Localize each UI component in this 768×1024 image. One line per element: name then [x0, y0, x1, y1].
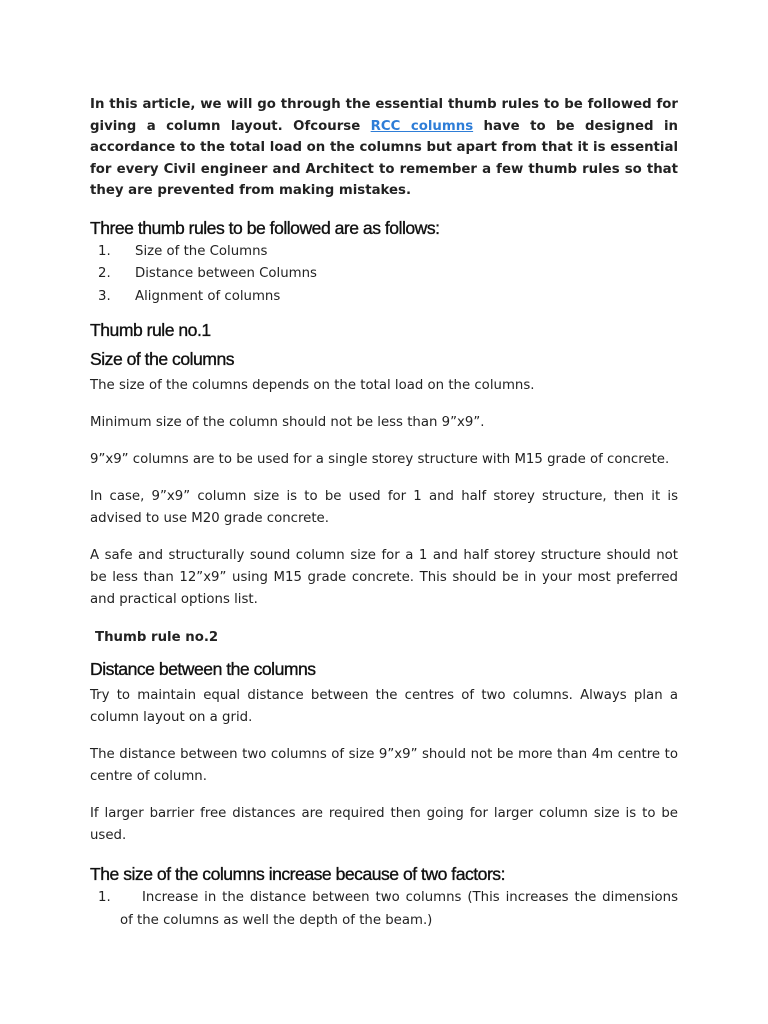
list-number: 2.: [98, 266, 111, 282]
rule1-title: Thumb rule no.1: [90, 320, 211, 341]
list-item: [90, 286, 678, 309]
list-text: Distance between Columns: [135, 266, 317, 282]
list-item: [90, 241, 678, 264]
list-text: Alignment of columns: [135, 288, 281, 304]
list-text: Size of the Columns: [135, 243, 268, 259]
rule2-subtitle: Distance between the columns: [90, 659, 316, 680]
list-number: 3.: [98, 288, 111, 304]
rule1-paragraph: Minimum size of the column should not be less than 9”x9”.: [90, 415, 485, 431]
list-number: 1.: [98, 243, 111, 259]
rule2-paragraph: Try to maintain equal distance between the centres of two columns. Always plan a column layout on a grid.: [90, 688, 678, 726]
rule1-paragraph: A safe and structurally sound column size for a 1 and half storey structure should not be less than 12”x9” using M15 grade concrete. This should be in your most preferred and practical options list.: [90, 548, 678, 608]
list-item: [90, 887, 678, 932]
rule1-paragraph: The size of the columns depends on the total load on the columns.: [90, 378, 535, 394]
rule2-paragraph: The distance between two columns of size 9”x9” should not be more than 4m centre to centre of column.: [90, 747, 678, 785]
factors-list: [90, 887, 678, 932]
rules-list: [90, 241, 678, 309]
factors-heading: The size of the columns increase because of two factors:: [90, 864, 505, 885]
article-body: [90, 94, 678, 932]
intro-text-start: In this article, we will go through the essential thumb rules to be followed for giving a column layout. Ofcourse: [90, 97, 678, 134]
rule2-paragraph: If larger barrier free distances are required then going for larger column size is to be used.: [90, 806, 678, 844]
list-text: Increase in the distance between two columns (This increases the dimensions of the columns as well the depth of the beam.): [120, 890, 678, 928]
intro-paragraph: [90, 94, 678, 202]
rule1-paragraph: In case, 9”x9” column size is to be used for 1 and half storey structure, then it is advised to use M20 grade concrete.: [90, 489, 678, 527]
rules-heading: Three thumb rules to be followed are as follows:: [90, 217, 440, 238]
intro-text-end: have to be designed in accordance to the total load on the columns but apart from that it is essential for every Civil engineer and Architect to remember a few thumb rules so that they are prevented from making mistakes.: [90, 118, 678, 199]
rule1-subtitle: Size of the columns: [90, 349, 235, 370]
rule1-paragraph: 9”x9” columns are to be used for a single storey structure with M15 grade of concrete.: [90, 452, 670, 468]
list-item: [90, 263, 678, 286]
rule2-title: Thumb rule no.2: [95, 630, 219, 646]
rcc-columns-link[interactable]: RCC columns: [370, 118, 474, 134]
list-number: 1.: [98, 890, 111, 906]
